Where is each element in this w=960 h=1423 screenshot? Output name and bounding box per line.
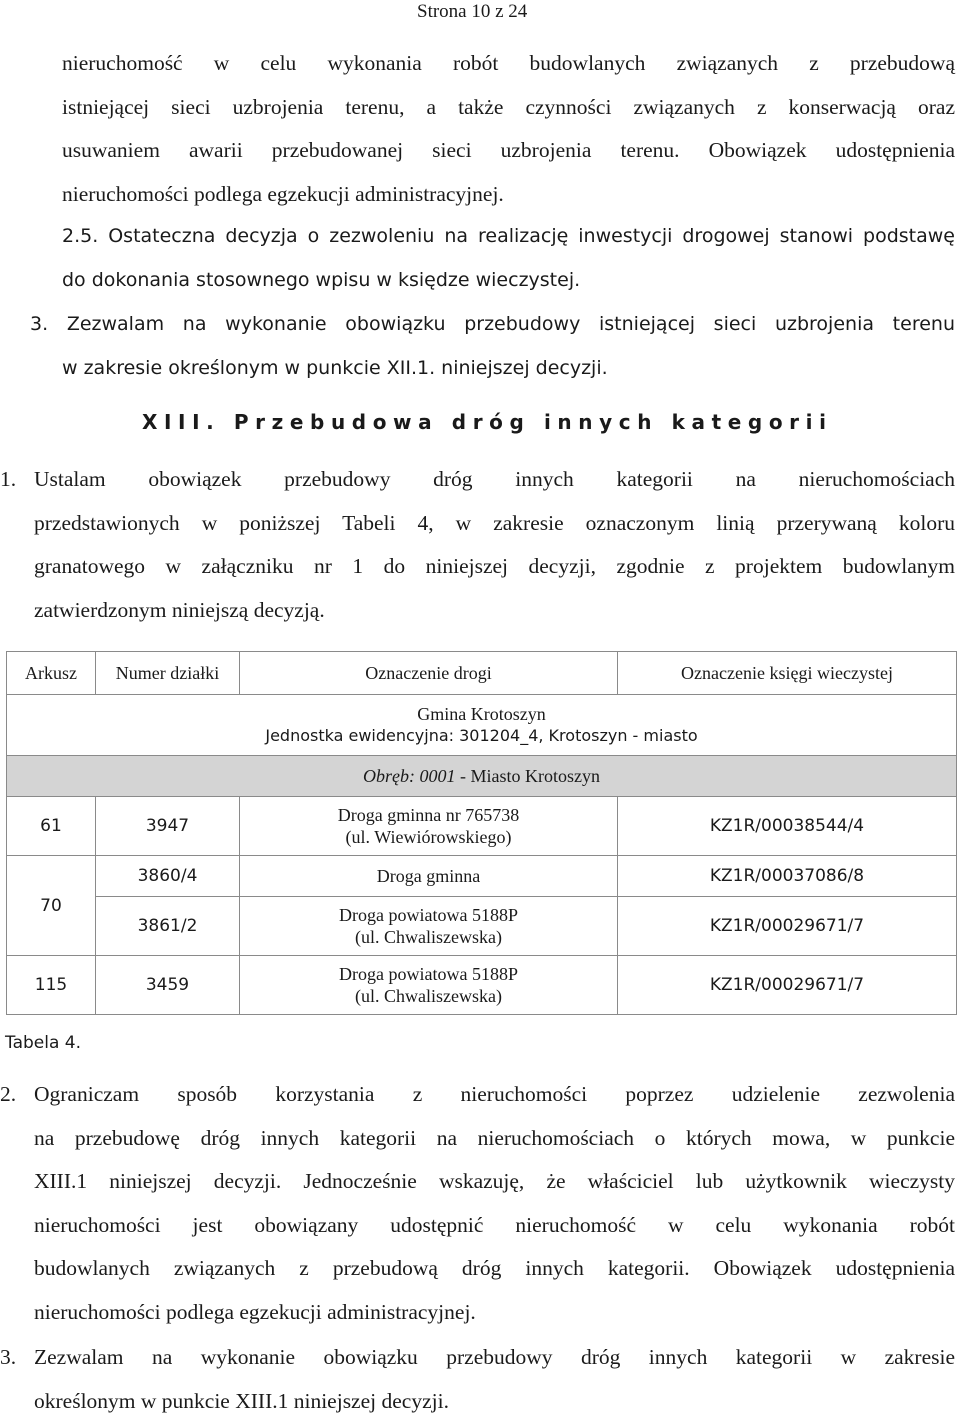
text-line: do dokonania stosownego wpisu w księdze wieczystej. [62,259,955,303]
table-header-row [7,652,957,695]
text-line: na przebudowę dróg innych kategorii na nieruchomościach o których mowa, w punkcie [34,1117,955,1161]
table-row [7,856,957,897]
text-line: zatwierdzonym niniejszą decyzją. [34,589,955,633]
dzialka-cell: 3947 [96,797,240,856]
droga-line: Droga powiatowa 5188P [240,963,617,985]
item-number: 2. [0,1073,34,1117]
column-header: Oznaczenie drogi [240,652,618,695]
paragraph-2-5 [62,215,955,302]
text-line: nieruchomości podlega egzekucji administracyjnej. [34,1291,955,1335]
gmina-row [7,695,957,756]
column-header: Arkusz [7,652,96,695]
text-line: 3. Zezwalam na wykonanie obowiązku przebudowy istniejącej sieci uzbrojenia terenu [30,303,955,347]
kw-cell: KZ1R/00029671/7 [618,956,957,1015]
column-header: Numer działki [96,652,240,695]
paragraph-xiii-1 [34,458,955,632]
text-line: 2.5. Ostateczna decyzja o zezwoleniu na realizację inwestycji drogowej stanowi podstawę [62,215,955,259]
obreb-name: - Miasto Krotoszyn [456,766,600,786]
droga-cell: Droga gminna [240,856,618,897]
page-number: Strona 10 z 24 [417,1,527,23]
table-4 [6,651,957,1015]
arkusz-cell: 70 [7,856,96,956]
item-number: 3. [0,1336,34,1380]
paragraph-xiii-3 [34,1336,955,1423]
text-line: granatowego w załączniku nr 1 do niniejszej decyzji, zgodnie z projektem budowlanym [34,545,955,589]
paragraph-xiii-2 [34,1073,955,1334]
kw-cell: KZ1R/00038544/4 [618,797,957,856]
arkusz-cell: 61 [7,797,96,856]
table-row [7,956,957,1015]
text-line: istniejącej sieci uzbrojenia terenu, a także czynności związanych z konserwacją oraz [62,86,955,130]
section-heading: XIII. Przebudowa dróg innych kategorii [142,410,833,434]
dzialka-cell: 3860/4 [96,856,240,897]
paragraph-3 [30,303,955,390]
droga-line: Droga gminna nr 765738 [240,804,617,826]
dzialka-cell: 3861/2 [96,897,240,956]
column-header: Oznaczenie księgi wieczystej [618,652,957,695]
text-line: nieruchomość w celu wykonania robót budowlanych związanych z przebudową [62,42,955,86]
obreb-row [7,756,957,797]
text-line: określonym w punkcie XIII.1 niniejszej decyzji. [34,1380,955,1423]
droga-cell [240,956,618,1015]
text-line: Ustalam obowiązek przebudowy dróg innych kategorii na nieruchomościach [34,467,955,491]
droga-line: Droga powiatowa 5188P [240,904,617,926]
text-line: w zakresie określonym w punkcie XII.1. niniejszej decyzji. [30,347,955,391]
droga-cell [240,897,618,956]
dzialka-cell: 3459 [96,956,240,1015]
gmina-name: Gmina Krotoszyn [7,703,956,725]
obreb-label: Obręb: 0001 [363,766,456,786]
text-line: usuwaniem awarii przebudowanej sieci uzbrojenia terenu. Obowiązek udostępnienia [62,129,955,173]
text-line: budowlanych związanych z przebudową dróg innych kategorii. Obowiązek udostępnienia [34,1247,955,1291]
table-row [7,897,957,956]
table-caption: Tabela 4. [5,1033,81,1053]
droga-cell [240,797,618,856]
text-line: nieruchomości jest obowiązany udostępnić nieruchomość w celu wykonania robót [34,1204,955,1248]
droga-line: (ul. Chwaliszewska) [240,926,617,948]
paragraph-intro [62,42,955,216]
text-line: XIII.1 niniejszej decyzji. Jednocześnie wskazuję, że właściciel lub użytkownik wieczysty [34,1160,955,1204]
arkusz-cell: 115 [7,956,96,1015]
item-number: 1. [0,458,34,502]
gmina-cell [7,695,957,756]
kw-cell: KZ1R/00029671/7 [618,897,957,956]
text-line: Zezwalam na wykonanie obowiązku przebudowy dróg innych kategorii w zakresie [34,1345,955,1369]
text-line: przedstawionych w poniższej Tabeli 4, w zakresie oznaczonym linią przerywaną koloru [34,502,955,546]
droga-line: (ul. Chwaliszewska) [240,985,617,1007]
table-row [7,797,957,856]
jednostka-ewidencyjna: Jednostka ewidencyjna: 301204_4, Krotoszyn - miasto [7,725,956,747]
text-line: Ograniczam sposób korzystania z nieruchomości poprzez udzielenie zezwolenia [34,1082,955,1106]
droga-line: (ul. Wiewiórowskiego) [240,826,617,848]
kw-cell: KZ1R/00037086/8 [618,856,957,897]
obreb-cell [7,756,957,797]
text-line: nieruchomości podlega egzekucji administracyjnej. [62,173,955,217]
